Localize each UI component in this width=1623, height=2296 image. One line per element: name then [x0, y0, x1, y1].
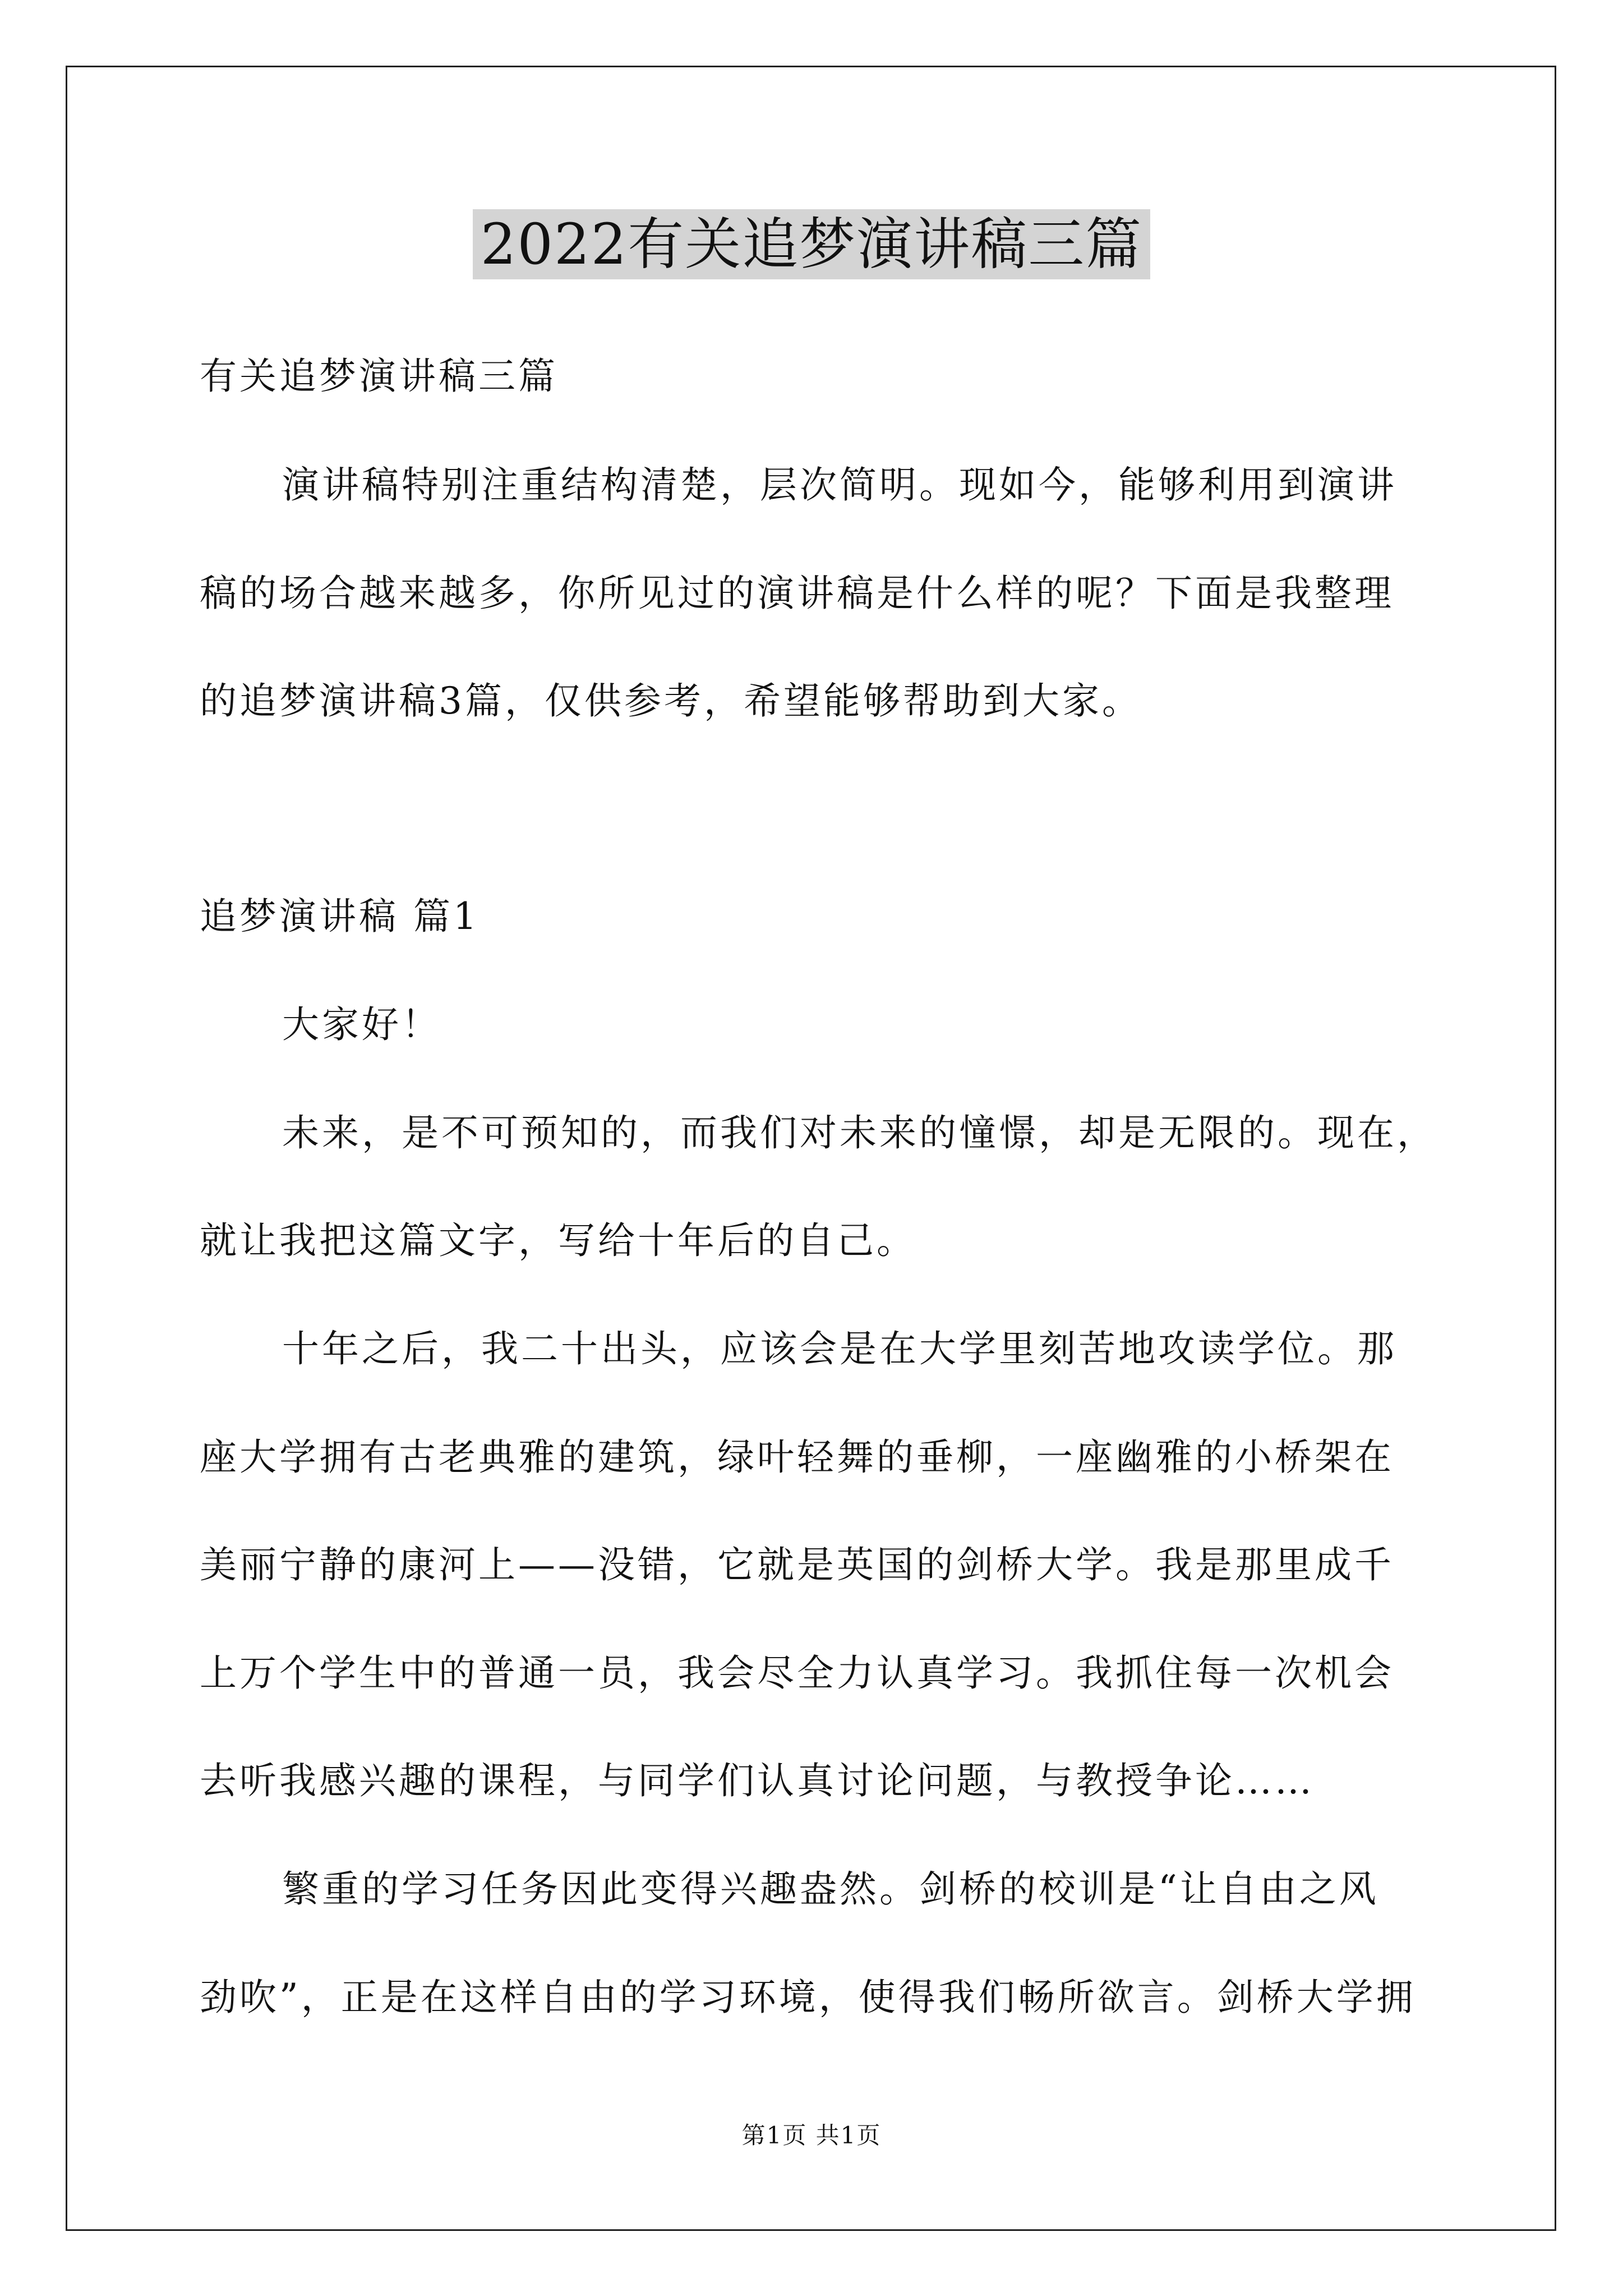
body-line: 上万个学生中的普通一员，我会尽全力认真学习。我抓住每一次机会 — [200, 1651, 1394, 1695]
page-footer: 第1页 共1页 — [741, 2122, 882, 2149]
intro-line: 的追梦演讲稿3篇，仅供参考，希望能够帮助到大家。 — [200, 679, 1142, 723]
section-heading: 追梦演讲稿 篇1 — [200, 895, 479, 938]
document-title — [0, 205, 1623, 284]
body-line: 十年之后，我二十出头，应该会是在大学里刻苦地攻读学位。那 — [282, 1327, 1397, 1370]
intro-line: 稿的场合越来越多，你所见过的演讲稿是什么样的呢？下面是我整理 — [200, 572, 1394, 615]
greeting: 大家好！ — [282, 1003, 441, 1046]
intro-line: 演讲稿特别注重结构清楚，层次简明。现如今，能够利用到演讲 — [282, 463, 1397, 507]
body-line: 座大学拥有古老典雅的建筑，绿叶轻舞的垂柳，一座幽雅的小桥架在 — [200, 1435, 1394, 1479]
document-title-text: 2022有关追梦演讲稿三篇 — [473, 209, 1151, 279]
body-line: 繁重的学习任务因此变得兴趣盎然。剑桥的校训是“让自由之风 — [282, 1867, 1379, 1911]
body-line: 美丽宁静的康河上——没错，它就是英国的剑桥大学。我是那里成千 — [200, 1543, 1394, 1586]
document-subtitle: 有关追梦演讲稿三篇 — [200, 355, 558, 398]
body-line: 劲吹”，正是在这样自由的学习环境，使得我们畅所欲言。剑桥大学拥 — [200, 1976, 1416, 2019]
body-line: 去听我感兴趣的课程，与同学们认真讨论问题，与教授争论…… — [200, 1759, 1315, 1802]
body-line: 就让我把这篇文字，写给十年后的自己。 — [200, 1219, 916, 1262]
body-line: 未来，是不可预知的，而我们对未来的憧憬，却是无限的。现在， — [282, 1111, 1437, 1154]
